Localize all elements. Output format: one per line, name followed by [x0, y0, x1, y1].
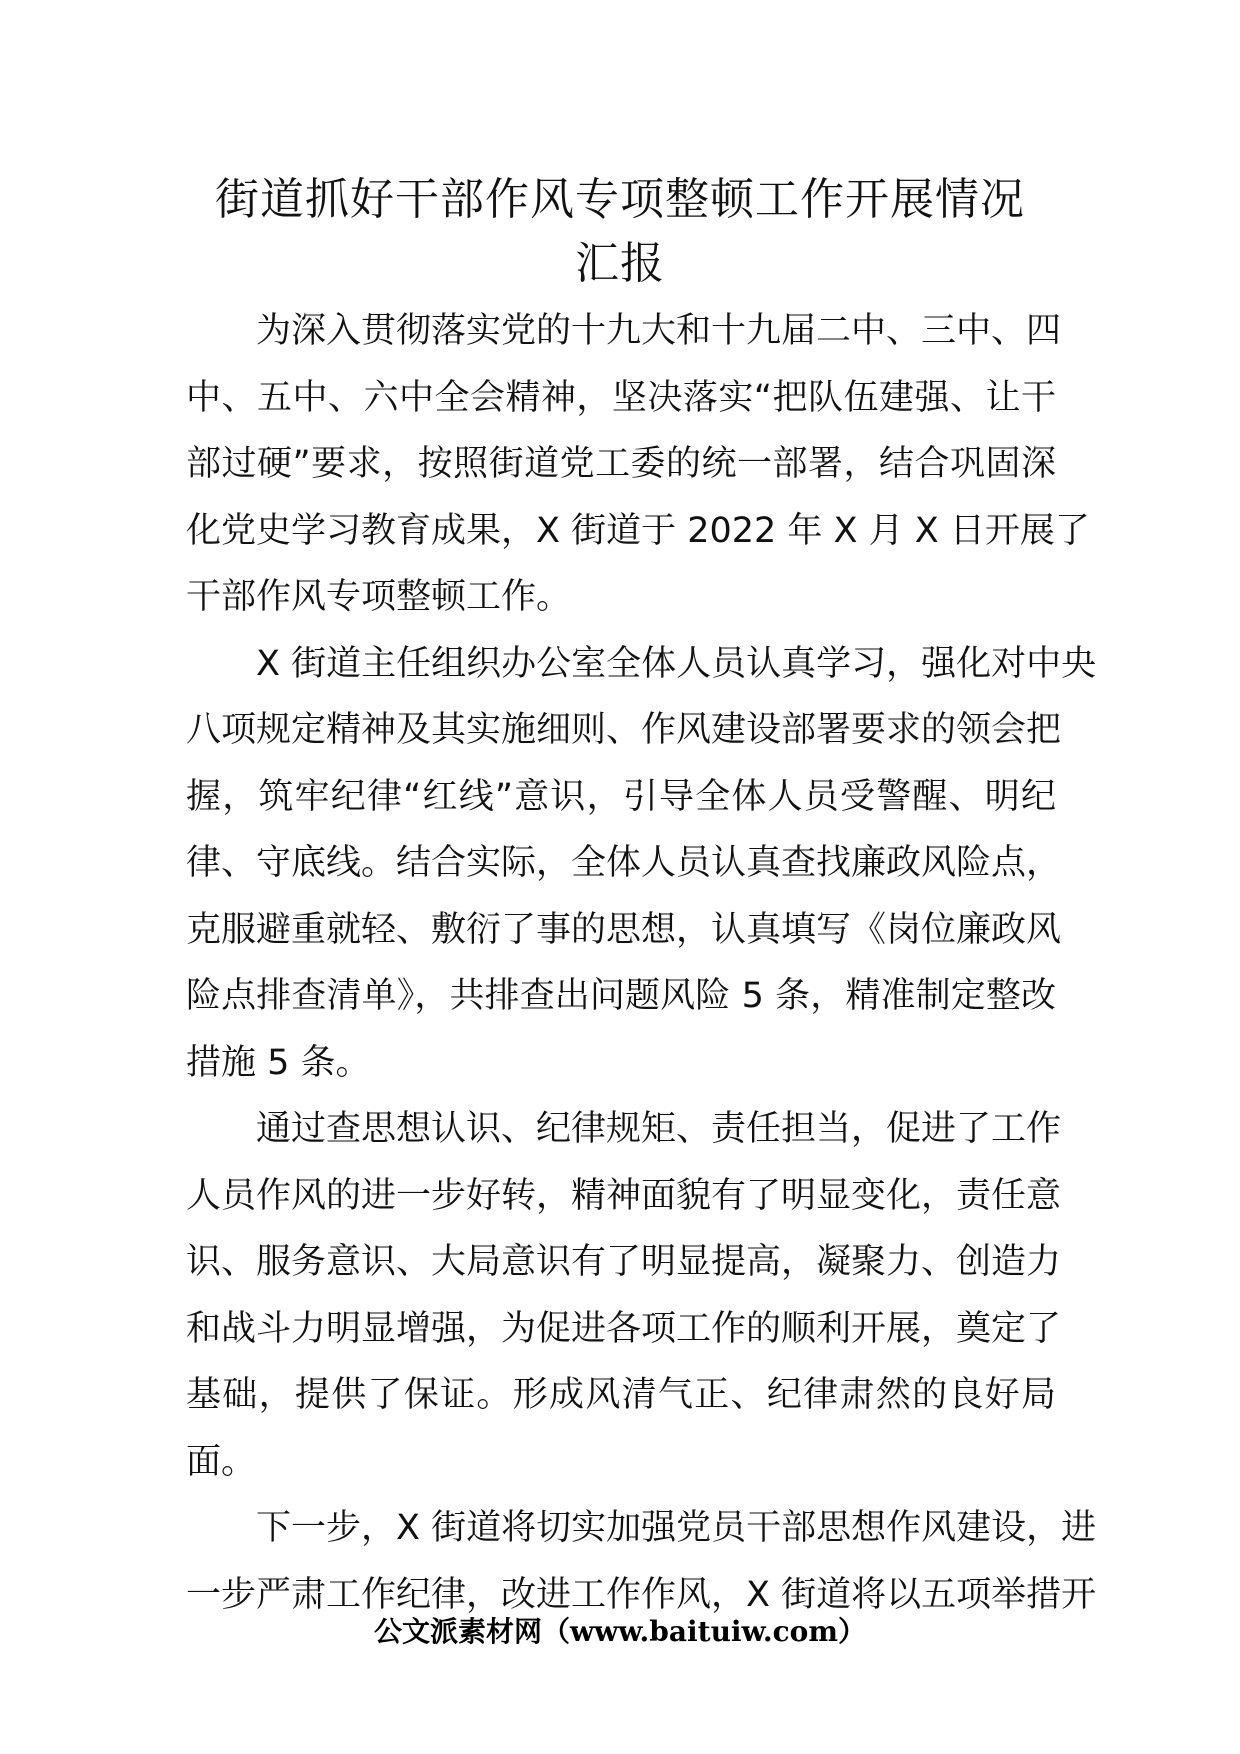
paragraph-line: 和战斗力明显增强，为促进各项工作的顺利开展，奠定了: [186, 1308, 1062, 1349]
paragraph-line: 干部作风专项整顿工作。: [186, 577, 572, 617]
paragraph-line: 八项规定精神及其实施细则、作风建设部署要求的领会把: [186, 710, 1062, 750]
paragraph-3: [186, 1096, 1062, 1495]
document-title-line-1: 街道抓好干部作风专项整顿工作开展情况: [215, 174, 1025, 225]
paragraph-line: 险点排查清单》，共排查出问题风险 5 条，精准制定整改: [186, 976, 1056, 1016]
paragraph-line: 识、服务意识、大局意识有了明显提高，凝聚力、创造力: [186, 1242, 1062, 1282]
paragraph-line: 中、五中、六中全会精神，坚决落实“把队伍建强、让干: [186, 377, 1056, 418]
document-title-line-2: 汇报: [575, 238, 665, 289]
paragraph-line: 措施 5 条。: [186, 1042, 371, 1083]
paragraph-line: 一步严肃工作纪律，改进工作作风，X 街道将以五项举措开: [186, 1574, 1097, 1615]
paragraph-line: 基础，提供了保证。形成风清气正、纪律肃然的良好局: [186, 1375, 1056, 1415]
paragraph-line: 面。: [186, 1441, 257, 1482]
paragraph-line: 化党史学习教育成果，X 街道于 2022 年 X 月 X 日开展了: [186, 510, 1090, 551]
paragraph-1: [186, 298, 1090, 631]
paragraph-4: [186, 1495, 1097, 1628]
footer-watermark-text: 公文派素材网（www.baituiw.com）: [374, 1615, 866, 1648]
paragraph-line: X 街道主任组织办公室全体人员认真学习，强化对中央: [256, 643, 1097, 684]
paragraph-line: 克服避重就轻、敷衍了事的思想，认真填写《岗位廉政风: [186, 909, 1062, 950]
paragraph-line: 通过查思想认识、纪律规矩、责任担当，促进了工作: [256, 1109, 1062, 1149]
paragraph-line: 人员作风的进一步好转，精神面貌有了明显变化，责任意: [186, 1175, 1062, 1216]
paragraph-2: [186, 631, 1097, 1097]
paragraph-line: 部过硬”要求，按照街道党工委的统一部署，结合巩固深: [186, 444, 1056, 484]
paragraph-line: 下一步，X 街道将切实加强党员干部思想作风建设，进: [256, 1508, 1097, 1548]
document-body: [186, 298, 1097, 1628]
paragraph-line: 为深入贯彻落实党的十九大和十九届二中、三中、四: [256, 311, 1062, 351]
paragraph-line: 握，筑牢纪律“红线”意识，引导全体人员受警醒、明纪: [186, 776, 1056, 817]
paragraph-line: 律、守底线。结合实际，全体人员认真查找廉政风险点，: [186, 843, 1062, 883]
